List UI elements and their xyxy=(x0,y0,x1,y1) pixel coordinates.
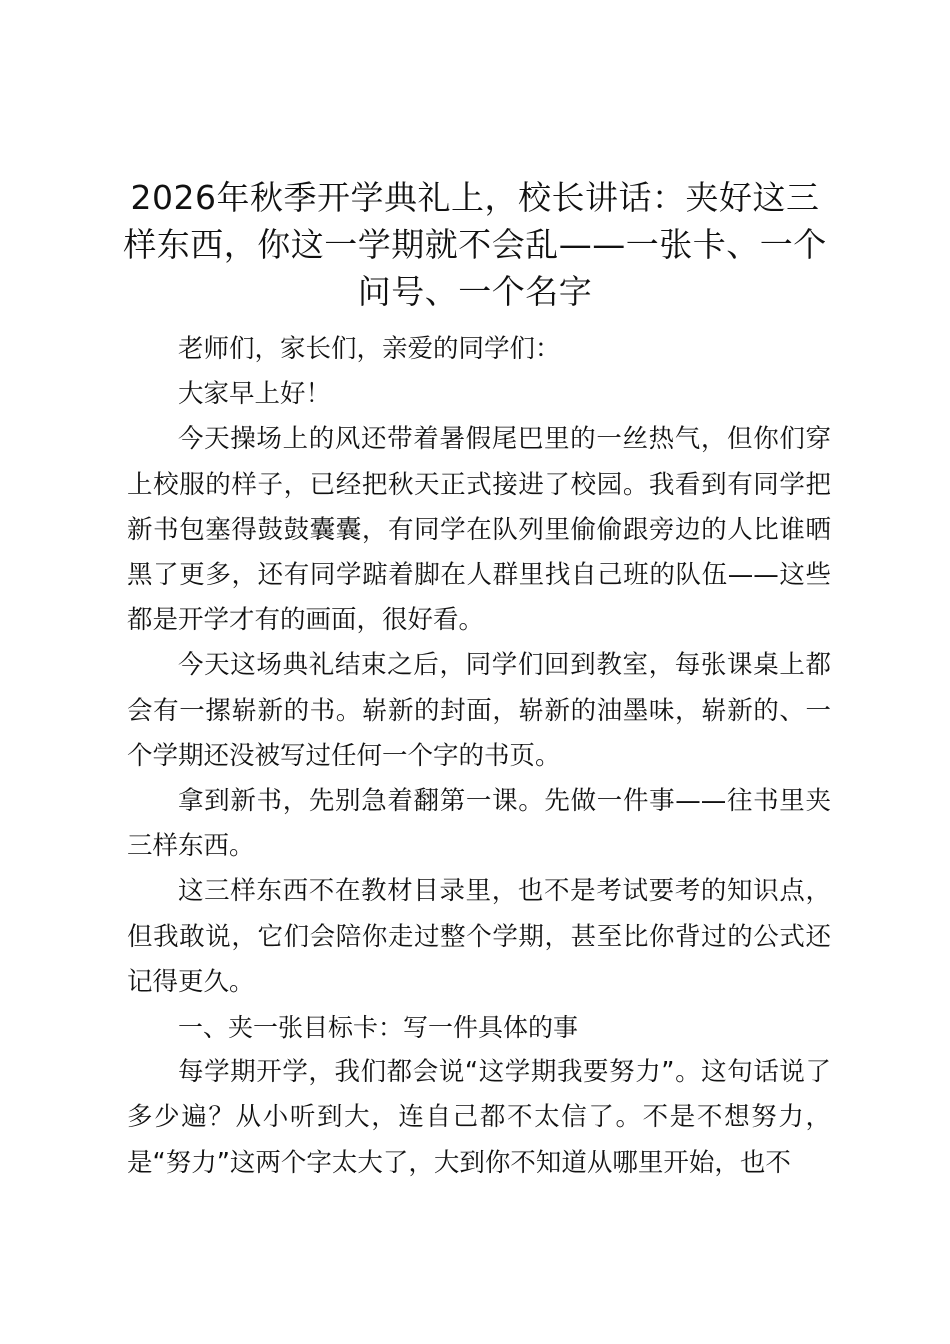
paragraph-opening: 今天操场上的风还带着暑假尾巴里的一丝热气，但你们穿上校服的样子，已经把秋天正式接进了校园。我看到有同学把新书包塞得鼓鼓囊囊，有同学在队列里偷偷跟旁边的人比谁晒黑了更多，还有同学踮着脚在人群里找自己班的队伍——这些都是开学才有的画面，很好看。 xyxy=(127,424,831,636)
section-heading: 一、夹一张目标卡：写一件具体的事 xyxy=(178,1013,579,1043)
paragraph-not-in-textbook: 这三样东西不在教材目录里，也不是考试要考的知识点，但我敢说，它们会陪你走过整个学期，甚至比你背过的公式还记得更久。 xyxy=(127,876,831,997)
paragraph-salutation: 老师们，家长们，亲爱的同学们： xyxy=(178,334,561,364)
document-title: 2026年秋季开学典礼上，校长讲话：夹好这三样东西，你这一学期就不会乱——一张卡、一个问号、一个名字 xyxy=(123,178,827,311)
paragraph-three-things: 拿到新书，先别急着翻第一课。先做一件事——往书里夹三样东西。 xyxy=(127,786,831,862)
document-body xyxy=(127,327,831,1186)
paragraph-greeting: 大家早上好！ xyxy=(178,379,332,410)
paragraph-new-books: 今天这场典礼结束之后，同学们回到教室，每张课桌上都会有一摞崭新的书。崭新的封面，崭新的油墨味，崭新的、一个学期还没被写过任何一个字的书页。 xyxy=(127,650,831,771)
paragraph-section-one: 每学期开学，我们都会说“这学期我要努力”。这句话说了多少遍？从小听到大，连自己都不太信了。不是不想努力，是“努力”这两个字太大了，大到你不知道从哪里开始，也不 xyxy=(127,1057,831,1178)
